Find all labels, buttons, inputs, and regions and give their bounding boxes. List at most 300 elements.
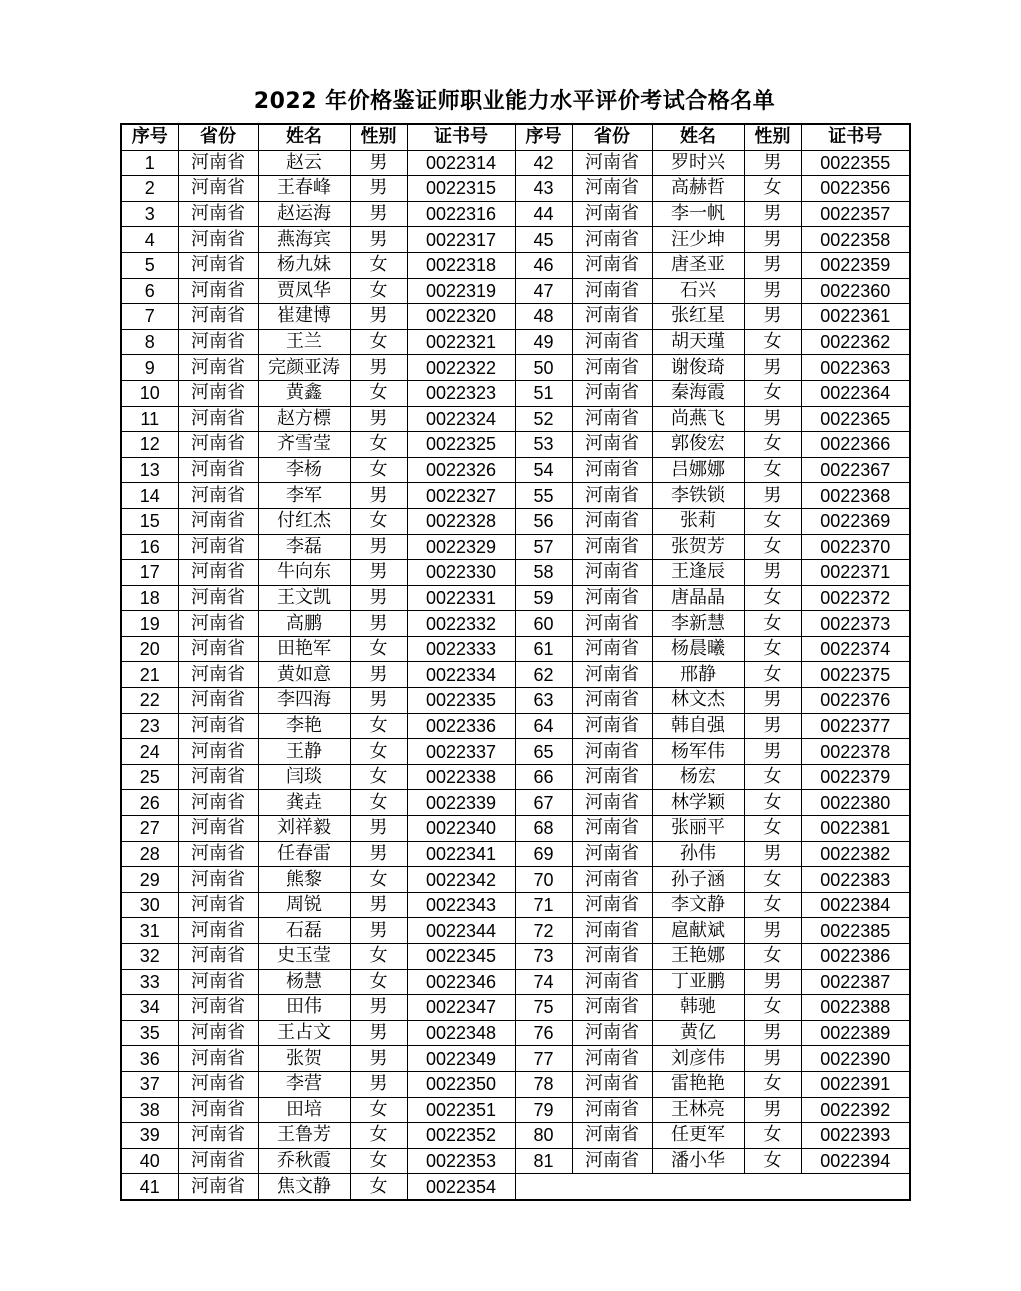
cell-gender: 男 <box>744 918 801 944</box>
cell-certificate: 0022355 <box>801 150 910 176</box>
cell-certificate: 0022367 <box>801 457 910 483</box>
cell-name: 牛向东 <box>258 560 350 586</box>
column-header: 证书号 <box>801 124 910 150</box>
cell-gender: 女 <box>350 1174 407 1200</box>
table-row <box>121 329 910 355</box>
cell-name: 石兴 <box>652 278 744 304</box>
cell-gender: 女 <box>350 508 407 534</box>
cell-name: 张莉 <box>652 508 744 534</box>
cell-name: 刘彦伟 <box>652 1046 744 1072</box>
cell-index: 30 <box>121 892 178 918</box>
cell-province: 河南省 <box>178 355 258 381</box>
cell-province: 河南省 <box>572 688 652 714</box>
cell-certificate: 0022316 <box>407 201 515 227</box>
cell-certificate: 0022323 <box>407 380 515 406</box>
cell-certificate: 0022374 <box>801 636 910 662</box>
cell-gender: 女 <box>350 1148 407 1174</box>
cell-index: 80 <box>515 1123 572 1149</box>
cell-name: 李军 <box>258 483 350 509</box>
cell-index: 40 <box>121 1148 178 1174</box>
cell-index: 46 <box>515 252 572 278</box>
table-row <box>121 380 910 406</box>
table-row <box>121 304 910 330</box>
cell-index: 39 <box>121 1123 178 1149</box>
cell-index: 63 <box>515 688 572 714</box>
cell-index: 62 <box>515 662 572 688</box>
cell-index: 56 <box>515 508 572 534</box>
cell-gender: 女 <box>350 969 407 995</box>
cell-province: 河南省 <box>572 560 652 586</box>
cell-gender: 男 <box>350 816 407 842</box>
cell-certificate: 0022353 <box>407 1148 515 1174</box>
cell-province: 河南省 <box>572 1020 652 1046</box>
cell-province: 河南省 <box>572 867 652 893</box>
cell-province: 河南省 <box>178 432 258 458</box>
cell-gender: 女 <box>744 534 801 560</box>
cell-province: 河南省 <box>572 304 652 330</box>
cell-certificate: 0022361 <box>801 304 910 330</box>
cell-gender: 男 <box>350 150 407 176</box>
cell-gender: 男 <box>744 1097 801 1123</box>
cell-gender: 男 <box>350 892 407 918</box>
cell-certificate: 0022349 <box>407 1046 515 1072</box>
cell-name: 林文杰 <box>652 688 744 714</box>
cell-province: 河南省 <box>572 380 652 406</box>
cell-name: 唐圣亚 <box>652 252 744 278</box>
cell-index: 71 <box>515 892 572 918</box>
cell-index: 78 <box>515 1071 572 1097</box>
cell-province: 河南省 <box>178 944 258 970</box>
cell-certificate: 0022380 <box>801 790 910 816</box>
cell-index: 19 <box>121 611 178 637</box>
empty-cell <box>572 1174 652 1200</box>
cell-certificate: 0022344 <box>407 918 515 944</box>
cell-index: 29 <box>121 867 178 893</box>
cell-certificate: 0022322 <box>407 355 515 381</box>
cell-name: 王静 <box>258 739 350 765</box>
cell-province: 河南省 <box>178 457 258 483</box>
cell-index: 45 <box>515 227 572 253</box>
cell-certificate: 0022366 <box>801 432 910 458</box>
cell-province: 河南省 <box>572 739 652 765</box>
column-header: 省份 <box>572 124 652 150</box>
cell-certificate: 0022325 <box>407 432 515 458</box>
cell-gender: 男 <box>350 534 407 560</box>
table-row <box>121 1123 910 1149</box>
cell-certificate: 0022375 <box>801 662 910 688</box>
cell-certificate: 0022390 <box>801 1046 910 1072</box>
cell-index: 53 <box>515 432 572 458</box>
cell-name: 林学颖 <box>652 790 744 816</box>
cell-province: 河南省 <box>572 150 652 176</box>
cell-province: 河南省 <box>572 995 652 1021</box>
cell-name: 张贺芳 <box>652 534 744 560</box>
cell-province: 河南省 <box>572 457 652 483</box>
cell-index: 65 <box>515 739 572 765</box>
cell-certificate: 0022328 <box>407 508 515 534</box>
table-row <box>121 585 910 611</box>
cell-province: 河南省 <box>178 995 258 1021</box>
cell-index: 15 <box>121 508 178 534</box>
cell-name: 田艳军 <box>258 636 350 662</box>
cell-gender: 女 <box>744 611 801 637</box>
cell-certificate: 0022333 <box>407 636 515 662</box>
cell-name: 周锐 <box>258 892 350 918</box>
cell-certificate: 0022357 <box>801 201 910 227</box>
cell-certificate: 0022369 <box>801 508 910 534</box>
cell-certificate: 0022334 <box>407 662 515 688</box>
cell-index: 18 <box>121 585 178 611</box>
cell-province: 河南省 <box>572 1071 652 1097</box>
cell-index: 3 <box>121 201 178 227</box>
cell-name: 李铁锁 <box>652 483 744 509</box>
cell-province: 河南省 <box>178 1097 258 1123</box>
cell-gender: 男 <box>744 201 801 227</box>
table-row <box>121 227 910 253</box>
cell-name: 王艳娜 <box>652 944 744 970</box>
cell-name: 杨军伟 <box>652 739 744 765</box>
cell-index: 11 <box>121 406 178 432</box>
cell-index: 48 <box>515 304 572 330</box>
table-row <box>121 816 910 842</box>
cell-certificate: 0022379 <box>801 764 910 790</box>
cell-certificate: 0022388 <box>801 995 910 1021</box>
cell-gender: 男 <box>744 227 801 253</box>
cell-province: 河南省 <box>572 944 652 970</box>
cell-gender: 男 <box>350 995 407 1021</box>
cell-gender: 男 <box>350 662 407 688</box>
cell-certificate: 0022342 <box>407 867 515 893</box>
cell-province: 河南省 <box>178 534 258 560</box>
cell-certificate: 0022389 <box>801 1020 910 1046</box>
cell-name: 王逢辰 <box>652 560 744 586</box>
cell-gender: 男 <box>350 688 407 714</box>
cell-certificate: 0022338 <box>407 764 515 790</box>
cell-certificate: 0022319 <box>407 278 515 304</box>
table-row <box>121 1071 910 1097</box>
cell-province: 河南省 <box>572 662 652 688</box>
cell-index: 73 <box>515 944 572 970</box>
cell-certificate: 0022358 <box>801 227 910 253</box>
cell-index: 17 <box>121 560 178 586</box>
cell-gender: 男 <box>350 201 407 227</box>
cell-certificate: 0022335 <box>407 688 515 714</box>
table-row <box>121 508 910 534</box>
cell-index: 32 <box>121 944 178 970</box>
table-row <box>121 252 910 278</box>
cell-certificate: 0022331 <box>407 585 515 611</box>
cell-certificate: 0022320 <box>407 304 515 330</box>
cell-gender: 女 <box>744 892 801 918</box>
roster-body <box>121 150 910 1200</box>
cell-certificate: 0022346 <box>407 969 515 995</box>
cell-name: 扈献斌 <box>652 918 744 944</box>
cell-province: 河南省 <box>178 483 258 509</box>
cell-index: 43 <box>515 176 572 202</box>
table-row <box>121 636 910 662</box>
cell-index: 55 <box>515 483 572 509</box>
cell-province: 河南省 <box>178 227 258 253</box>
cell-name: 王鲁芳 <box>258 1123 350 1149</box>
table-row <box>121 841 910 867</box>
cell-index: 34 <box>121 995 178 1021</box>
cell-name: 王兰 <box>258 329 350 355</box>
cell-province: 河南省 <box>572 816 652 842</box>
cell-province: 河南省 <box>178 713 258 739</box>
cell-index: 8 <box>121 329 178 355</box>
cell-index: 50 <box>515 355 572 381</box>
cell-gender: 女 <box>350 1097 407 1123</box>
cell-province: 河南省 <box>178 585 258 611</box>
cell-province: 河南省 <box>572 483 652 509</box>
cell-name: 李磊 <box>258 534 350 560</box>
cell-gender: 男 <box>744 739 801 765</box>
cell-province: 河南省 <box>572 1148 652 1174</box>
cell-gender: 男 <box>744 841 801 867</box>
cell-gender: 男 <box>744 252 801 278</box>
table-row <box>121 534 910 560</box>
cell-index: 57 <box>515 534 572 560</box>
cell-gender: 男 <box>350 304 407 330</box>
cell-province: 河南省 <box>178 304 258 330</box>
cell-province: 河南省 <box>178 176 258 202</box>
cell-province: 河南省 <box>572 252 652 278</box>
cell-name: 王占文 <box>258 1020 350 1046</box>
cell-gender: 女 <box>744 1123 801 1149</box>
table-row <box>121 1148 910 1174</box>
cell-certificate: 0022362 <box>801 329 910 355</box>
cell-name: 付红杰 <box>258 508 350 534</box>
cell-name: 张贺 <box>258 1046 350 1072</box>
cell-gender: 女 <box>744 995 801 1021</box>
roster-table <box>120 123 911 1201</box>
column-header: 性别 <box>350 124 407 150</box>
cell-name: 赵方標 <box>258 406 350 432</box>
cell-certificate: 0022359 <box>801 252 910 278</box>
cell-name: 李新慧 <box>652 611 744 637</box>
cell-index: 10 <box>121 380 178 406</box>
cell-province: 河南省 <box>572 790 652 816</box>
cell-name: 高赫哲 <box>652 176 744 202</box>
cell-gender: 男 <box>744 1046 801 1072</box>
cell-province: 河南省 <box>178 1020 258 1046</box>
cell-index: 7 <box>121 304 178 330</box>
cell-index: 20 <box>121 636 178 662</box>
cell-province: 河南省 <box>178 150 258 176</box>
cell-province: 河南省 <box>572 329 652 355</box>
cell-certificate: 0022376 <box>801 688 910 714</box>
cell-gender: 男 <box>744 1020 801 1046</box>
cell-gender: 女 <box>744 867 801 893</box>
cell-name: 李四海 <box>258 688 350 714</box>
cell-index: 77 <box>515 1046 572 1072</box>
cell-certificate: 0022364 <box>801 380 910 406</box>
cell-gender: 男 <box>744 150 801 176</box>
cell-province: 河南省 <box>178 560 258 586</box>
table-row <box>121 892 910 918</box>
cell-gender: 女 <box>744 764 801 790</box>
cell-name: 龚垚 <box>258 790 350 816</box>
cell-certificate: 0022326 <box>407 457 515 483</box>
cell-index: 23 <box>121 713 178 739</box>
cell-index: 75 <box>515 995 572 1021</box>
cell-province: 河南省 <box>572 764 652 790</box>
cell-gender: 女 <box>350 790 407 816</box>
table-row <box>121 150 910 176</box>
cell-gender: 男 <box>350 611 407 637</box>
cell-gender: 女 <box>350 252 407 278</box>
cell-name: 齐雪莹 <box>258 432 350 458</box>
cell-certificate: 0022381 <box>801 816 910 842</box>
cell-certificate: 0022371 <box>801 560 910 586</box>
cell-index: 69 <box>515 841 572 867</box>
cell-gender: 女 <box>350 636 407 662</box>
cell-province: 河南省 <box>178 252 258 278</box>
cell-gender: 女 <box>744 457 801 483</box>
cell-name: 李文静 <box>652 892 744 918</box>
table-row <box>121 867 910 893</box>
cell-index: 66 <box>515 764 572 790</box>
cell-province: 河南省 <box>572 611 652 637</box>
column-header: 性别 <box>744 124 801 150</box>
cell-index: 49 <box>515 329 572 355</box>
cell-index: 36 <box>121 1046 178 1072</box>
cell-gender: 男 <box>350 176 407 202</box>
cell-index: 1 <box>121 150 178 176</box>
cell-certificate: 0022345 <box>407 944 515 970</box>
cell-name: 王林亮 <box>652 1097 744 1123</box>
empty-cell <box>515 1174 572 1200</box>
cell-name: 刘祥毅 <box>258 816 350 842</box>
cell-province: 河南省 <box>178 764 258 790</box>
table-row <box>121 432 910 458</box>
cell-gender: 女 <box>744 662 801 688</box>
cell-certificate: 0022387 <box>801 969 910 995</box>
table-row <box>121 688 910 714</box>
cell-index: 4 <box>121 227 178 253</box>
cell-certificate: 0022340 <box>407 816 515 842</box>
cell-name: 张红星 <box>652 304 744 330</box>
cell-certificate: 0022385 <box>801 918 910 944</box>
cell-certificate: 0022327 <box>407 483 515 509</box>
cell-gender: 女 <box>350 713 407 739</box>
cell-province: 河南省 <box>572 585 652 611</box>
table-row <box>121 278 910 304</box>
cell-index: 74 <box>515 969 572 995</box>
cell-name: 汪少坤 <box>652 227 744 253</box>
column-header: 证书号 <box>407 124 515 150</box>
cell-certificate: 0022378 <box>801 739 910 765</box>
cell-gender: 女 <box>744 636 801 662</box>
table-row <box>121 1046 910 1072</box>
cell-province: 河南省 <box>178 816 258 842</box>
table-row <box>121 1097 910 1123</box>
cell-province: 河南省 <box>572 355 652 381</box>
cell-index: 25 <box>121 764 178 790</box>
cell-name: 乔秋霞 <box>258 1148 350 1174</box>
cell-gender: 男 <box>744 278 801 304</box>
cell-index: 2 <box>121 176 178 202</box>
cell-province: 河南省 <box>178 1071 258 1097</box>
cell-province: 河南省 <box>178 662 258 688</box>
cell-index: 52 <box>515 406 572 432</box>
cell-gender: 男 <box>350 1046 407 1072</box>
cell-certificate: 0022352 <box>407 1123 515 1149</box>
cell-gender: 男 <box>350 406 407 432</box>
cell-index: 60 <box>515 611 572 637</box>
cell-province: 河南省 <box>178 688 258 714</box>
cell-name: 李杨 <box>258 457 350 483</box>
cell-gender: 女 <box>744 329 801 355</box>
cell-province: 河南省 <box>178 380 258 406</box>
cell-province: 河南省 <box>178 790 258 816</box>
cell-gender: 男 <box>744 713 801 739</box>
cell-gender: 男 <box>350 585 407 611</box>
cell-gender: 女 <box>350 278 407 304</box>
cell-index: 41 <box>121 1174 178 1200</box>
cell-name: 田培 <box>258 1097 350 1123</box>
cell-name: 高鹏 <box>258 611 350 637</box>
cell-province: 河南省 <box>178 508 258 534</box>
cell-gender: 女 <box>350 739 407 765</box>
cell-certificate: 0022347 <box>407 995 515 1021</box>
cell-name: 赵云 <box>258 150 350 176</box>
cell-gender: 男 <box>744 406 801 432</box>
cell-certificate: 0022329 <box>407 534 515 560</box>
cell-certificate: 0022391 <box>801 1071 910 1097</box>
cell-index: 16 <box>121 534 178 560</box>
cell-index: 81 <box>515 1148 572 1174</box>
cell-certificate: 0022350 <box>407 1071 515 1097</box>
cell-name: 焦文静 <box>258 1174 350 1200</box>
cell-gender: 男 <box>744 304 801 330</box>
cell-name: 杨晨曦 <box>652 636 744 662</box>
cell-name: 王春峰 <box>258 176 350 202</box>
cell-certificate: 0022354 <box>407 1174 515 1200</box>
cell-certificate: 0022343 <box>407 892 515 918</box>
table-row <box>121 739 910 765</box>
cell-gender: 女 <box>350 329 407 355</box>
cell-name: 郭俊宏 <box>652 432 744 458</box>
cell-province: 河南省 <box>178 278 258 304</box>
table-row <box>121 995 910 1021</box>
cell-name: 崔建博 <box>258 304 350 330</box>
table-row <box>121 611 910 637</box>
table-row <box>121 944 910 970</box>
cell-certificate: 0022363 <box>801 355 910 381</box>
cell-name: 雷艳艳 <box>652 1071 744 1097</box>
cell-gender: 女 <box>744 944 801 970</box>
empty-cell <box>801 1174 910 1200</box>
cell-index: 28 <box>121 841 178 867</box>
cell-certificate: 0022337 <box>407 739 515 765</box>
cell-province: 河南省 <box>178 918 258 944</box>
cell-certificate: 0022318 <box>407 252 515 278</box>
cell-gender: 女 <box>744 585 801 611</box>
cell-certificate: 0022386 <box>801 944 910 970</box>
table-row <box>121 1174 910 1200</box>
cell-index: 5 <box>121 252 178 278</box>
cell-certificate: 0022360 <box>801 278 910 304</box>
column-header: 序号 <box>515 124 572 150</box>
cell-index: 76 <box>515 1020 572 1046</box>
cell-index: 67 <box>515 790 572 816</box>
cell-index: 26 <box>121 790 178 816</box>
cell-certificate: 0022383 <box>801 867 910 893</box>
column-header: 省份 <box>178 124 258 150</box>
cell-index: 9 <box>121 355 178 381</box>
cell-province: 河南省 <box>572 176 652 202</box>
